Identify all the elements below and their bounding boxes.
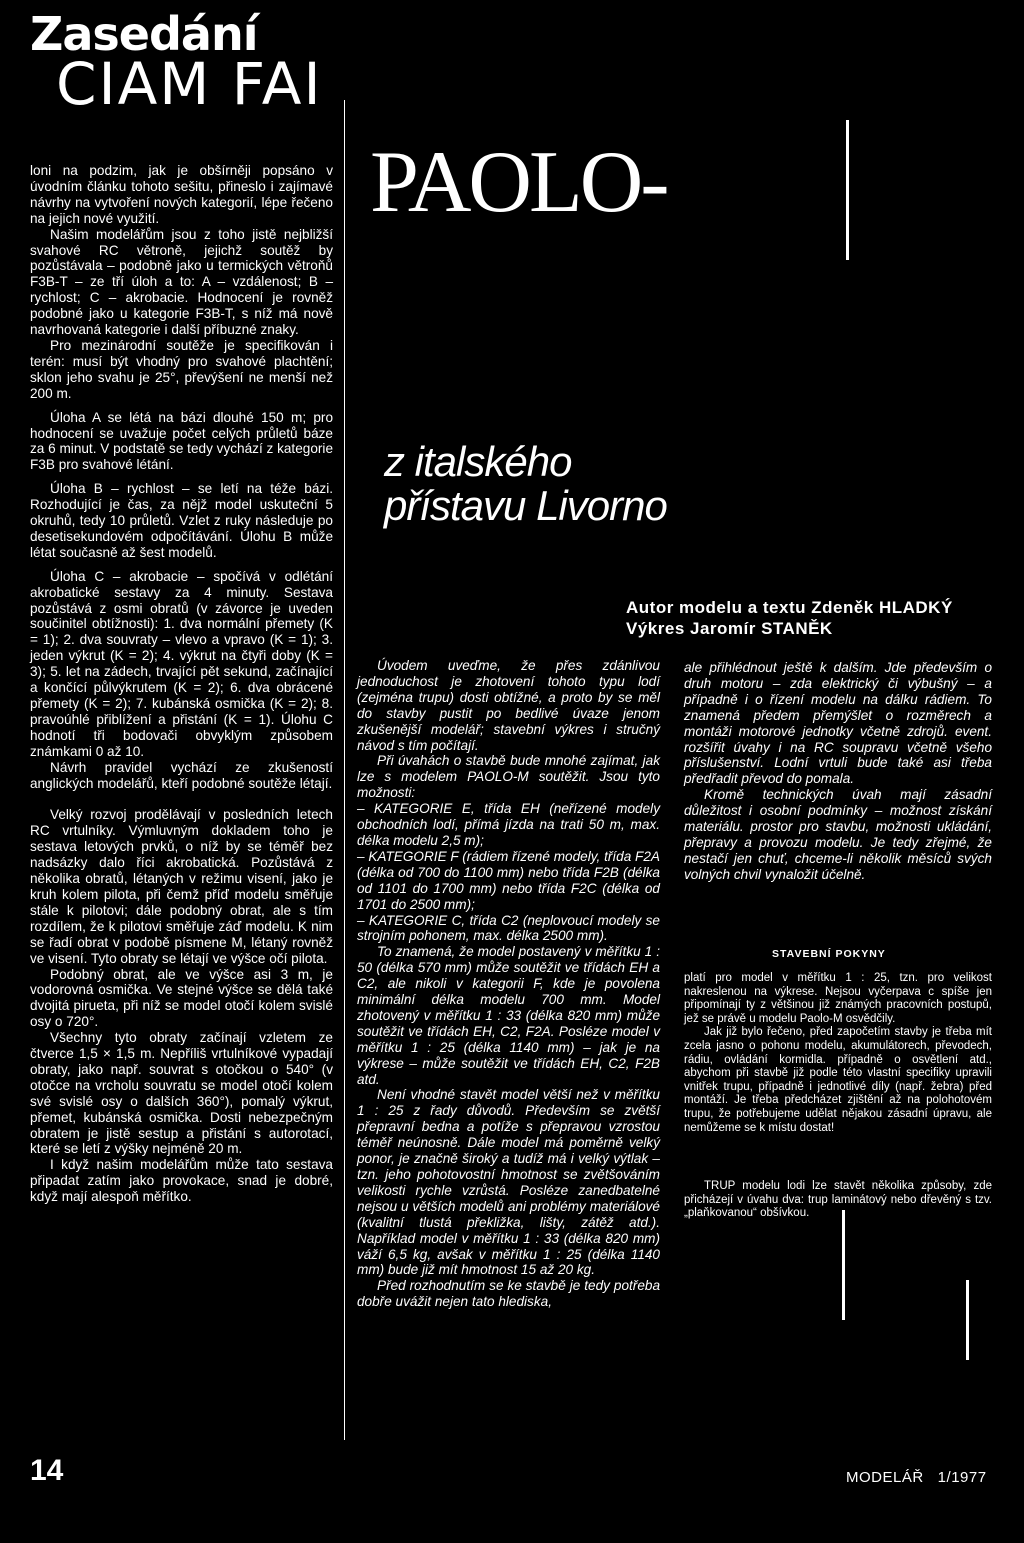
section-title-line1: Zasedání (30, 7, 258, 61)
paragraph: platí pro model v měřítku 1 : 25, tzn. pro velikost nakreslenou na výkrese. Nejsou vyčerpava c spíše jen připomínají ty z většinou již známých pracovních postupů, jež se právě u modelu Paolo-M osvědčily. (684, 972, 992, 1025)
subhead-line: přístavu Livorno (384, 482, 667, 529)
article-headline: PAOLO- (370, 134, 667, 231)
decorative-rule (966, 1280, 969, 1360)
article-credits (626, 597, 953, 639)
paragraph: Podobný obrat, ale ve výšce asi 3 m, je vodorovná osmička. Ve stejné výšce se dělá také dvojitá pirueta, při níž se model otočí kolem svislé osy o 720°. (30, 966, 333, 1030)
paragraph: Návrh pravidel vychází ze zkušeností anglických modelářů, kteří podobné soutěže létají. (30, 759, 333, 791)
paragraph: To znamená, že model postavený v měřítku 1 : 50 (délka 570 mm) může soutěžit ve třídách EH a C2, ale nikoli v kategorii F, kde je povolena minimální délka modelu 700 mm. Model zhotovený v měřítku 1 : 33 (délka 820 mm) může soutěžit ve třídách EH, C2, F2A. Posléze model v měřítku 1 : 25 (délka 1140 mm) – jak je na výkrese – může soutěžit ve třídách EH, C2, F2B atd. (357, 944, 660, 1087)
paragraph: Úloha A se létá na bázi dlouhé 150 m; pro hodnocení se uvažuje počet celých průletů báze za 6 minut. V podstatě se tedy vychází z kategorie F3B pro svahové létání. (30, 409, 333, 473)
paragraph: ale přihlédnout ještě k dalším. Jde především o druh motoru – zda elektrický či výbušný – a případně i o řízení modelu na dálku rádiem. To znamená předem přemýšlet o rozměrech a montáži motorové jednotky včetně zdrojů. event. rozšířit úvahy i na RC soupravu včetně všeho příslušenství. Lodní vrtuli bude také asi třeba předřadit převod do pomala. (684, 660, 992, 787)
paragraph: Našim modelářům jsou z toho jistě nejbližší svahové RC větroně, jejichž soutěž by pozůstávala – podobně jako u termických větroňů F3B-T – ze tří úloh a to: A – vzdálenost; B – rychlost; C – akrobacie. Hodnocení je rovněž podobné jako u kategorie F3B-T, s níž má nově navrhovaná kategorie i další příbuzné znaky. (30, 226, 333, 338)
subhead-line: z italského (384, 438, 572, 485)
paragraph: Všechny tyto obraty začínají vzletem ze čtverce 1,5 × 1,5 m. Nepříliš vrtulníkové vypadají obraty, jako např. souvrat s otočkou o 540° (v otočce na vrcholu souvratu se model otočí kolem své svislé osy o dalších 360°), pomalý výkrut, přemet, kubánská osmička. Dosti nebezpečným obratem je jistě sestup a přistání s autorotací, které se letí z výšky nejméně 20 m. (30, 1030, 333, 1157)
decorative-rule (846, 120, 849, 260)
section-title-line2: CIAM FAI (56, 50, 323, 118)
paragraph: – KATEGORIE E, třída EH (neřízené modely obchodních lodí, přímá jízda na trati 50 m, max. délka modelu 2,5 m); (357, 801, 660, 848)
paragraph: I když našim modelářům může tato sestava připadat zatím jako provokace, snad je dobré, když mají alespoň měřítko. (30, 1157, 333, 1205)
column-divider (344, 100, 345, 1440)
credit-author: Autor modelu a textu Zdeněk HLADKÝ (626, 598, 953, 617)
paragraph: Kromě technických úvah mají zásadní důležitost i osobní podmínky – možnost získání materiálu. prostor pro stavbu, možnosti ukládání, přepravy a provozu modelu. Je tedy zřejmé, že nestačí jen chuť, chceme-li několik měsíců svých volných chvil vynaložit účelně. (684, 787, 992, 882)
paragraph: Úloha B – rychlost – se letí na téže bázi. Rozhodující je čas, za nějž model uskuteční 5 okruhů, tedy 10 průletů. Vzlet z ruky následuje po desetisekundovém odpočítávání. Úlohu B může létat současně až šest modelů. (30, 481, 333, 560)
paragraph: – KATEGORIE F (rádiem řízené modely, třída F2A (délka od 700 do 1100 mm) nebo třída F2B (délka od 1101 do 1700 mm) nebo třída F2C (délka od 1701 do 2500 mm); (357, 848, 660, 912)
paragraph: Úloha C – akrobacie – spočívá v odlétání akrobatické sestavy za 4 minuty. Sestava pozůstává z osmi obratů (v závorce je uveden součinitel obtížnosti): 1. dva normální přemety (K = 1); 2. dva souvraty – vlevo a vpravo (K = 1); 3. jeden výkrut (K = 2); 4. výkrut na čtyři doby (K = 3); 5. let na zádech, trvající pět sekund, začínající a končící půlvýkrutem (K = 2); 6. dva obrácené přemety (K = 2); 7. kubánská osmička (K = 2); 8. pravoúhlé přiblížení a přistání (K = 1). Úlohu C hodnotí tři bodovači obvyklým způsobem známkami 0 až 10. (30, 568, 333, 759)
paragraph: – KATEGORIE C, třída C2 (neplovoucí modely se strojním pohonem, max. délka 2500 mm). (357, 912, 660, 944)
page-number: 14 (30, 1454, 64, 1487)
paragraph: Pro mezinárodní soutěže je specifikován i terén: musí být vhodný pro svahové plachtění; sklon jeho svahu je 25°, převýšení ne menší než 200 m. (30, 337, 333, 401)
paragraph: loni na podzim, jak je obšírněji popsáno v úvodním článku tohoto sešitu, přineslo i zajímavé návrhy na vytvoření nových kategorií, lépe řečeno na jejich nové využití. (30, 163, 333, 226)
section-heading: STAVEBNÍ POKYNY (772, 948, 886, 960)
middle-column (357, 658, 660, 1310)
paragraph: Před rozhodnutím se ke stavbě je tedy potřeba dobře uvážit nejen tato hlediska, (357, 1278, 660, 1310)
credit-drawing: Výkres Jaromír STANĚK (626, 619, 833, 638)
article-subhead (384, 440, 667, 528)
paragraph: Není vhodné stavět model větší než v měřítku 1 : 25 z řady důvodů. Především se zvětší přepravní bedna a potíže s přepravou vzrostou téměř neúnosně. Dále model má poměrně velký ponor, je značně široký a tudíž má i velký výtlak – tzn. jeho pohotovostní hmotnost se zvětšováním velikosti rychle vzrůstá. Posléze zanedbatelné nejsou u větších modelů ani problémy materiálové (kvalitní tlustá překližka, lišty, zátěž atd.). Například model v měřítku 1 : 33 (délka 820 mm) váží 6,5 kg, avšak v měřítku 1 : 25 (délka 1140 mm) bude již mít hmotnost 15 až 20 kg. (357, 1087, 660, 1278)
paragraph: TRUP modelu lodi lze stavět několika způsoby, zde přicházejí v úvahu dva: trup laminátový nebo dřevěný s tzv. „plaňkovanou“ obšívkou. (684, 1180, 992, 1220)
right-column (684, 660, 992, 883)
paragraph: Úvodem uveďme, že přes zdánlivou jednoduchost je zhotovení tohoto typu lodí (zejména trupu) dosti obtížné, a proto by se měl do stavby pustit po bedlivé úvaze jenom zkušenější modelář; stavební výkres i stručný návod s tím počítají. (357, 658, 660, 753)
paragraph: Jak již bylo řečeno, před započetím stavby je třeba mít zcela jasno o pohonu modelu, akumulátorech, převodech, rádiu, ovládání kormidla. případně o osvětlení atd., abychom při stavbě již podle této vlastní specifiky upravili vnitřek trupu, případně i jednotlivé díly (např. žebra) před montáží. Je třeba předcházet zjištění až na polohotovém trupu, že potřebujeme udělat nějakou zásadní úpravu, ale nemůžeme se k místu dostat! (684, 1026, 992, 1134)
trup-section (684, 1180, 992, 1221)
magazine-issue: MODELÁŘ 1/1977 (846, 1469, 987, 1486)
paragraph: Při úvahách o stavbě bude mnohé zajímat, jak lze s modelem PAOLO-M soutěžit. Jsou tyto možnosti: (357, 753, 660, 801)
left-column (30, 163, 333, 1205)
build-instructions (684, 972, 992, 1135)
paragraph: Velký rozvoj prodělávají v posledních letech RC vrtulníky. Výmluvným dokladem toho je sestava letových prvků, o níž by se téměř bez nadsázky dalo říci akrobatická. Pozůstává z několika obratů, létaných v režimu visení, jako je kruh kolem pilota, při čemž příď modelu směřuje stále k pilotovi; dále podobný obrat, ale s tím rozdílem, že k pilotovi směřuje záď modelu. K nim se řadí obrat v podobě písmene M, létaný rovněž ve visení. Tyto obraty se létají ve výšce očí pilota. (30, 807, 333, 966)
decorative-rule (842, 1210, 845, 1320)
